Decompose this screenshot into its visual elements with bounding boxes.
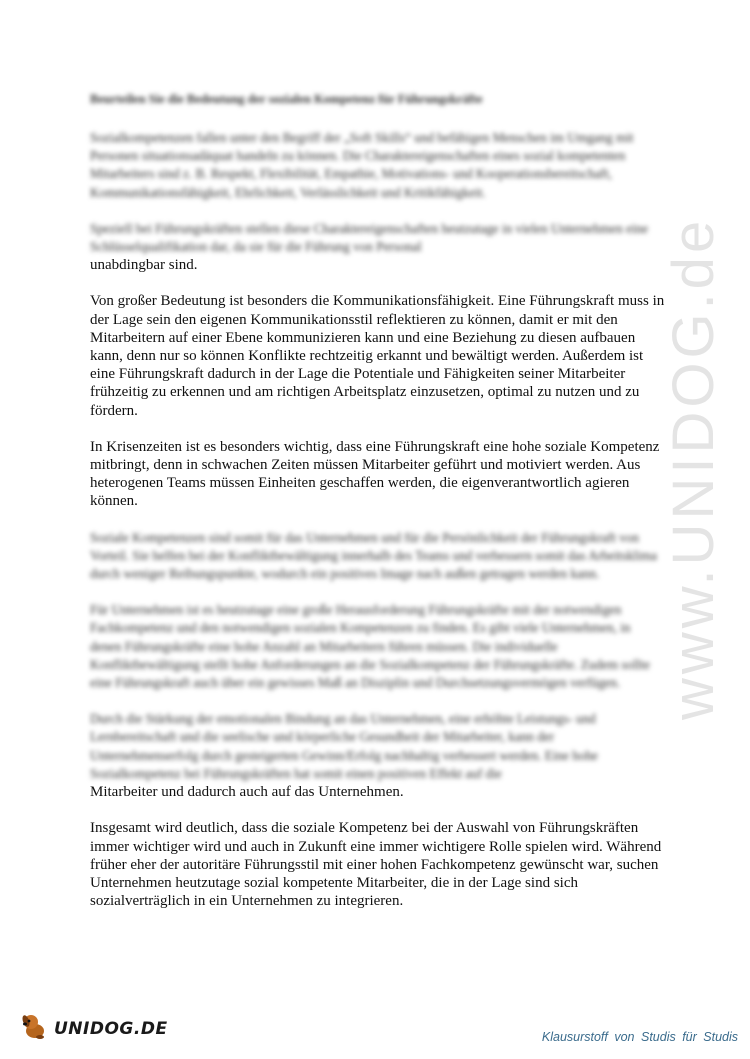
unidog-logo[interactable] (20, 1012, 168, 1045)
paragraph-8: Insgesamt wird deutlich, dass die soziale Kompetenz bei der Auswahl von Führungskräften immer wichtiger wird und auch in Zukunft eine immer wichtigere Rolle spielen wird. Während früher eher der autoritäre Führungsstil mit einer hohen Fachkompetenz gewünscht war, suchen Unternehmen heutzutage sozial kompetente Mitarbeiter, die in der Lage sind sich sozialverträglich in ein Unternehmen zu integrieren. (90, 820, 662, 910)
paragraph-5 (90, 529, 665, 584)
document-content (90, 92, 665, 928)
paragraph-7 (90, 710, 665, 801)
paragraph-text: Durch die Stärkung der emotionalen Bindung an das Unternehmen, eine erhöhte Leistungs- und Lernbereitschaft und die seelische und körperliche Gesundheit der Mitarbeiter, kann der Unternehmenserfolg durch gesteigerten Gewinn/Erfolg nachhaltig verbessert werden. Eine hohe Sozialkompetenz bei Führungskräften hat somit einen positiven Effekt auf die (90, 711, 598, 781)
footer-slogan: Klausurstoff von Studis für Studis (541, 1030, 738, 1044)
paragraph-6 (90, 601, 665, 692)
document-title: Beurteilen Sie die Bedeutung der sozialen Kompetenz für Führungskräfte (90, 92, 483, 106)
paragraph-text: Soziale Kompetenzen sind somit für das Unternehmen und für die Persönlichkeit der Führungskraft von Vorteil. Sie helfen bei der Konfliktbewältigung innerhalb des Teams und verbessern somit das Arbeitsklima durch weniger Reibungspunkte, wodurch ein positives Image nach außen getragen werden kann. (90, 529, 657, 582)
paragraph-4: In Krisenzeiten ist es besonders wichtig, dass eine Führungskraft eine hohe soziale Kompetenz mitbringt, denn in schwachen Zeiten müssen Mitarbeiter geführt und motiviert werden. Aus heterogenen Teams müssen Einheiten geschaffen werden, die eigenverantwortlich agieren können. (90, 438, 660, 510)
logo-text: UNIDOG.DE (54, 1018, 168, 1039)
watermark: www.UNIDOG.de (661, 216, 726, 720)
paragraph-text: Speziell bei Führungskräften stellen diese Charaktereigenschaften heutzutage in vielen Unternehmen eine Schlüsselqualifikation dar, da sie für die Führung von Personal (90, 220, 649, 255)
paragraph-tail: unabdingbar sind. (90, 257, 198, 274)
paragraph-text: Für Unternehmen ist es heutzutage eine große Herausforderung Führungskräfte mit der notwendigen Fachkompetenz und den notwendigen sozialen Kompetenzen zu finden. Es gibt viele Unternehmen, in denen Führungskräfte eine hohe Anzahl an Mitarbeitern führen müssen. Die individuelle Konfliktbewältigung stellt hohe Anforderungen an die Sozialkompetenz der Führungskräfte. Zudem sollte eine Führungskraft auch über ein gewisses Maß an Disziplin und Durchsetzungsvermögen verfügen. (90, 602, 650, 691)
paragraph-text: Sozialkompetenzen fallen unter den Begriff der „Soft Skills“ und befähigen Menschen im Umgang mit Personen situationsadäquat handeln zu können. Die Charaktereigenschaften eines sozial kompetenten Mitarbeiters sind z. B. Respekt, Flexibilität, Empathie, Motivations- und Kooperationsbereitschaft, Kommunikationsfähigkeit, Ehrlichkeit, Verlässlichkeit und Kritikfähigkeit. (90, 130, 634, 200)
dog-mascot-icon (20, 1012, 50, 1045)
paragraph-2 (90, 220, 665, 275)
paragraph-tail: Mitarbeiter und dadurch auch auf das Unternehmen. (90, 784, 404, 801)
paragraph-1 (90, 129, 665, 202)
paragraph-3: Von großer Bedeutung ist besonders die Kommunikationsfähigkeit. Eine Führungskraft muss in der Lage sein den eigenen Kommunikationsstil reflektieren zu können, damit er mit den Mitarbeitern auf einer Ebene kommunizieren kann und eine Beziehung zu diesen aufbauen kann, denn nur so können Konflikte rechtzeitig erkannt und bewältigt werden. Außerdem ist eine Führungskraft dadurch in der Lage die Potentiale und Fähigkeiten seiner Mitarbeiter frühzeitig zu erkennen und am richtigen Arbeitsplatz einzusetzen, optimal zu nutzen und zu fördern. (90, 293, 665, 419)
